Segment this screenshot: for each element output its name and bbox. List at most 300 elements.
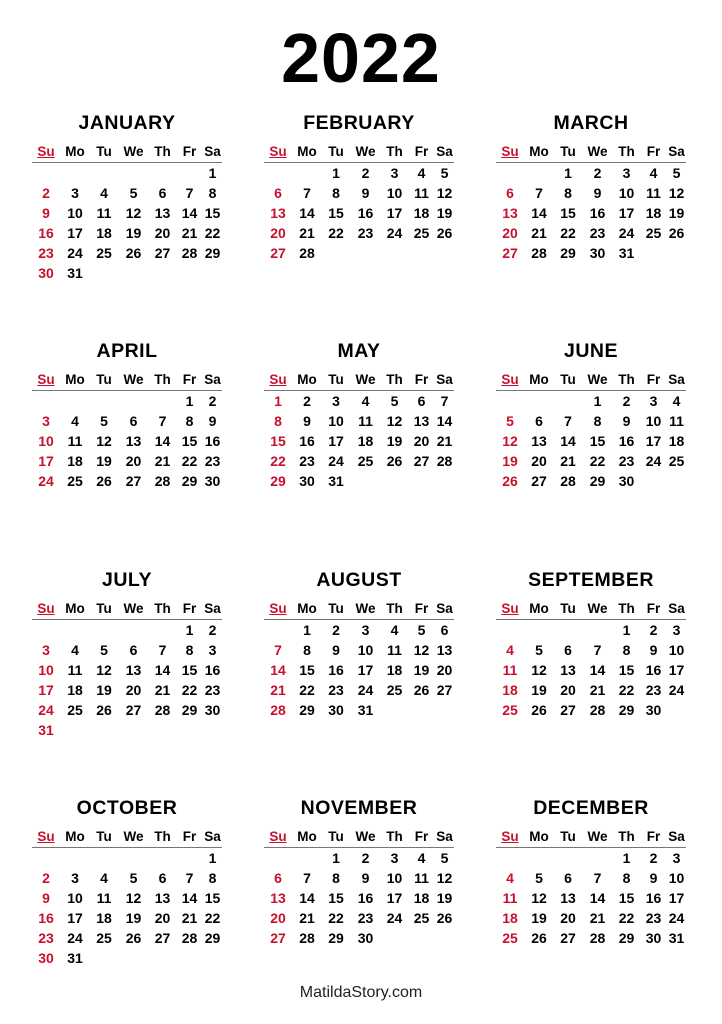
day-cell: 12 [531,662,547,678]
week-row [496,700,686,720]
day-cell: 20 [125,453,142,469]
day-cell: 8 [274,413,282,429]
weekday-label: Tu [560,372,576,387]
day-cell: 22 [270,453,286,469]
weekday-label: Fr [182,144,197,159]
day-cell: 7 [593,642,602,658]
day-cell: 22 [328,225,344,241]
day-cell: 31 [668,930,685,946]
weekday-label: Th [154,144,171,159]
day-cell: 25 [413,225,430,241]
day-cell: 20 [125,682,142,698]
day-cell: 1 [622,622,631,638]
day-cell: 13 [560,890,576,906]
day-cell: 6 [129,642,138,658]
day-cell: 8 [564,185,572,201]
day-cell [118,391,149,411]
day-cell: 4 [71,413,79,429]
day-cell [640,471,667,491]
day-cell: 14 [531,205,547,221]
day-cell: 21 [531,225,547,241]
weekday-label: Sa [204,372,221,387]
day-cell: 8 [303,642,311,658]
day-cell: 14 [589,662,606,678]
day-cell: 12 [413,642,430,658]
day-cell: 2 [303,393,311,409]
day-cell: 9 [42,890,50,906]
day-cell: 19 [386,433,403,449]
week-row [264,203,454,223]
day-cell: 25 [96,245,112,261]
day-cell: 18 [413,890,430,906]
day-cell: 26 [96,702,112,718]
week-row [264,660,454,680]
week-row [32,471,222,491]
day-cell [640,243,667,263]
day-cell [118,720,149,740]
week-row [32,183,222,203]
month-name: OCTOBER [76,797,178,819]
day-cell: 25 [502,930,518,946]
day-cell: 9 [332,642,340,658]
day-cell: 15 [560,205,576,221]
day-cell: 27 [560,702,576,718]
day-cell [60,620,90,640]
week-row [496,888,686,908]
day-cell: 6 [564,870,572,886]
day-cell [176,263,203,283]
day-cell [554,391,582,411]
day-cell: 2 [649,622,658,638]
day-cell: 14 [436,413,453,429]
day-cell: 16 [645,662,662,678]
day-cell: 12 [436,870,453,886]
day-cell: 1 [303,622,311,638]
day-cell: 23 [204,453,221,469]
weekday-label: Mo [65,601,85,616]
day-cell [149,848,176,868]
week-row [32,680,222,700]
month-name: MARCH [553,112,629,134]
day-cell: 2 [332,622,340,638]
day-cell: 10 [67,205,83,221]
day-cell: 24 [67,930,83,946]
week-row [264,928,454,948]
weekday-label: Sa [668,144,685,159]
day-cell [203,263,222,283]
weekday-header [32,142,222,163]
day-cell: 26 [125,930,142,946]
week-row [32,848,222,868]
day-cell: 11 [646,185,661,201]
month-name: JULY [101,569,153,591]
day-cell: 31 [38,722,54,738]
day-cell: 30 [589,245,606,261]
day-cell: 31 [67,950,83,966]
day-cell: 22 [181,453,198,469]
month-block-march [496,110,686,263]
day-cell: 8 [622,870,631,886]
day-cell: 30 [38,950,54,966]
week-row [264,700,454,720]
week-row [264,183,454,203]
day-cell: 2 [361,850,370,866]
day-cell: 17 [328,433,344,449]
day-cell: 29 [328,930,344,946]
weekday-label: We [587,601,608,616]
day-cell: 3 [672,622,681,638]
day-cell [176,720,203,740]
day-cell: 16 [357,890,374,906]
day-cell: 29 [560,245,576,261]
week-row [32,908,222,928]
weekday-label: Su [501,601,519,616]
weekday-label: We [123,601,144,616]
day-cell: 23 [38,245,54,261]
month-name: JUNE [563,340,619,362]
day-cell: 15 [204,890,221,906]
day-cell [118,848,149,868]
day-cell: 2 [208,622,217,638]
day-cell: 25 [67,473,83,489]
day-cell [524,848,554,868]
day-cell: 10 [645,413,662,429]
month-name: AUGUST [316,569,402,591]
weekday-label: Mo [297,829,317,844]
week-row [264,640,454,660]
week-row [496,660,686,680]
day-cell: 8 [593,413,602,429]
day-cell: 16 [204,662,221,678]
week-row [496,680,686,700]
day-cell: 25 [668,453,685,469]
day-cell: 30 [645,930,662,946]
day-cell: 12 [96,662,112,678]
day-cell: 29 [589,473,606,489]
month-block-october [32,795,222,968]
day-cell: 2 [208,393,217,409]
day-cell: 17 [668,890,685,906]
day-cell [149,620,176,640]
day-cell: 29 [204,245,221,261]
day-cell: 26 [413,682,430,698]
weekday-label: Th [154,829,171,844]
day-cell: 14 [299,890,315,906]
day-cell [381,700,408,720]
day-cell: 28 [560,473,576,489]
day-cell: 20 [531,453,547,469]
day-cell: 9 [361,870,370,886]
day-cell: 28 [589,702,606,718]
weekday-label: Mo [529,372,549,387]
day-cell: 23 [204,682,221,698]
day-cell: 18 [413,205,430,221]
month-name: FEBRUARY [303,112,415,134]
day-cell: 18 [96,225,112,241]
weekday-label: We [587,829,608,844]
day-cell: 29 [618,930,635,946]
day-cell: 12 [125,205,142,221]
week-row [32,243,222,263]
day-cell: 2 [593,165,602,181]
day-cell: 30 [357,930,374,946]
weekday-label: Mo [65,144,85,159]
week-row [32,263,222,283]
week-row [264,680,454,700]
day-cell [118,948,149,968]
day-cell: 4 [361,393,370,409]
day-cell [264,848,292,868]
week-row [496,471,686,491]
day-cell: 21 [181,225,198,241]
day-cell: 8 [208,185,217,201]
day-cell: 3 [672,850,681,866]
day-cell: 7 [274,642,282,658]
day-cell: 24 [386,225,403,241]
day-cell: 12 [436,185,453,201]
day-cell: 25 [96,930,112,946]
day-cell: 31 [67,265,83,281]
day-cell: 4 [506,870,514,886]
day-cell: 26 [531,930,547,946]
day-cell: 25 [502,702,518,718]
day-cell [350,471,381,491]
weekday-label: We [587,144,608,159]
day-cell: 15 [328,205,344,221]
day-cell [554,620,582,640]
week-row [32,431,222,451]
month-block-february [264,110,454,263]
day-cell [176,163,203,183]
week-row [32,163,222,183]
day-cell: 8 [185,642,194,658]
day-cell: 5 [672,165,681,181]
day-cell: 3 [390,165,399,181]
day-cell: 20 [270,910,286,926]
day-cell: 18 [502,682,518,698]
day-cell: 28 [154,473,171,489]
day-cell: 16 [38,225,54,241]
day-cell: 5 [440,165,449,181]
day-cell [667,471,686,491]
day-cell: 9 [622,413,631,429]
day-cell [149,720,176,740]
weekday-label: Sa [668,372,685,387]
day-cell: 17 [67,910,83,926]
day-cell: 20 [154,225,171,241]
day-cell: 21 [299,225,315,241]
weekday-label: Tu [560,829,576,844]
weekday-label: Su [501,372,519,387]
month-block-august [264,567,454,720]
day-cell: 10 [386,870,403,886]
week-row [264,620,454,640]
week-row [32,411,222,431]
day-cell [381,928,408,948]
weekday-label: Su [501,829,519,844]
day-cell [496,620,524,640]
day-cell: 17 [67,225,83,241]
day-cell: 15 [589,433,606,449]
day-cell: 31 [328,473,344,489]
day-cell: 5 [535,870,543,886]
day-cell: 30 [618,473,635,489]
weekday-header [264,827,454,848]
day-cell: 16 [38,910,54,926]
day-cell [524,163,554,183]
day-cell: 12 [96,433,112,449]
month-block-april [32,338,222,491]
day-cell: 14 [299,205,315,221]
day-cell: 5 [390,393,399,409]
weekday-label: Mo [297,144,317,159]
week-row [496,848,686,868]
day-cell: 19 [436,890,453,906]
day-cell: 28 [299,245,315,261]
weekday-label: Mo [297,601,317,616]
day-cell: 11 [502,662,518,678]
day-cell [322,243,350,263]
weekday-header [32,827,222,848]
day-cell: 23 [299,453,315,469]
weekday-label: We [355,829,376,844]
weekday-label: Fr [646,372,661,387]
day-cell: 17 [645,433,662,449]
day-cell: 10 [38,433,54,449]
weekday-label: Tu [96,372,112,387]
day-cell [149,948,176,968]
weekday-label: We [123,372,144,387]
day-cell [524,391,554,411]
day-cell: 10 [328,413,344,429]
day-cell: 22 [560,225,576,241]
day-cell: 3 [71,870,79,886]
day-cell: 15 [299,662,315,678]
day-cell: 4 [100,870,108,886]
day-cell [32,163,60,183]
day-cell: 11 [358,413,373,429]
day-cell: 1 [622,850,631,866]
day-cell: 19 [96,453,112,469]
day-cell [381,471,408,491]
day-cell [496,391,524,411]
day-cell [176,948,203,968]
week-row [496,620,686,640]
month-name: MAY [337,340,381,362]
weekday-label: Su [269,372,287,387]
day-cell: 24 [38,702,54,718]
week-row [264,223,454,243]
day-cell: 29 [618,702,635,718]
day-cell: 15 [618,662,635,678]
weekday-header [496,599,686,620]
day-cell: 31 [357,702,374,718]
day-cell: 27 [436,682,453,698]
day-cell: 5 [129,870,138,886]
day-cell: 19 [125,910,142,926]
day-cell: 17 [618,205,635,221]
weekday-label: Th [386,144,403,159]
day-cell: 1 [593,393,602,409]
week-row [496,640,686,660]
day-cell: 15 [181,433,198,449]
day-cell: 9 [42,205,50,221]
week-row [264,411,454,431]
day-cell: 8 [332,870,340,886]
weekday-label: Mo [65,829,85,844]
day-cell: 1 [208,165,217,181]
day-cell [176,848,203,868]
day-cell: 6 [440,622,449,638]
week-row [32,948,222,968]
day-cell: 22 [618,682,635,698]
day-cell: 6 [506,185,514,201]
weekday-header [32,370,222,391]
weekday-label: Th [154,372,171,387]
day-cell [264,620,292,640]
day-cell: 1 [332,165,340,181]
day-cell: 18 [67,682,83,698]
weekday-header [264,142,454,163]
weekday-label: Th [618,144,635,159]
day-cell: 14 [181,205,198,221]
day-cell: 3 [208,642,217,658]
day-cell [667,700,686,720]
weekday-label: Fr [646,829,661,844]
day-cell: 6 [129,413,138,429]
weekday-header [496,142,686,163]
day-cell: 22 [204,910,221,926]
week-row [32,700,222,720]
weekday-header [264,370,454,391]
weekday-label: Su [37,601,55,616]
day-cell: 26 [386,453,403,469]
day-cell: 20 [154,910,171,926]
weekday-label: Sa [436,144,453,159]
week-row [32,203,222,223]
day-cell [554,848,582,868]
day-cell: 27 [413,453,430,469]
month-name: NOVEMBER [300,797,418,819]
month-block-november [264,795,454,948]
day-cell: 24 [645,453,662,469]
weekday-label: Tu [328,372,344,387]
day-cell: 1 [208,850,217,866]
day-cell [524,620,554,640]
day-cell: 21 [299,910,315,926]
day-cell [264,163,292,183]
day-cell: 22 [618,910,635,926]
day-cell: 21 [270,682,286,698]
day-cell: 17 [386,890,403,906]
week-row [32,868,222,888]
day-cell: 16 [357,205,374,221]
day-cell: 18 [357,433,374,449]
day-cell: 7 [158,413,167,429]
day-cell: 1 [274,393,282,409]
week-row [32,660,222,680]
day-cell: 11 [669,413,684,429]
day-cell: 26 [668,225,685,241]
day-cell: 27 [531,473,547,489]
day-cell: 7 [158,642,167,658]
week-row [496,391,686,411]
day-cell: 1 [332,850,340,866]
day-cell: 10 [668,642,685,658]
day-cell: 31 [618,245,635,261]
day-cell [149,391,176,411]
day-cell: 11 [387,642,402,658]
